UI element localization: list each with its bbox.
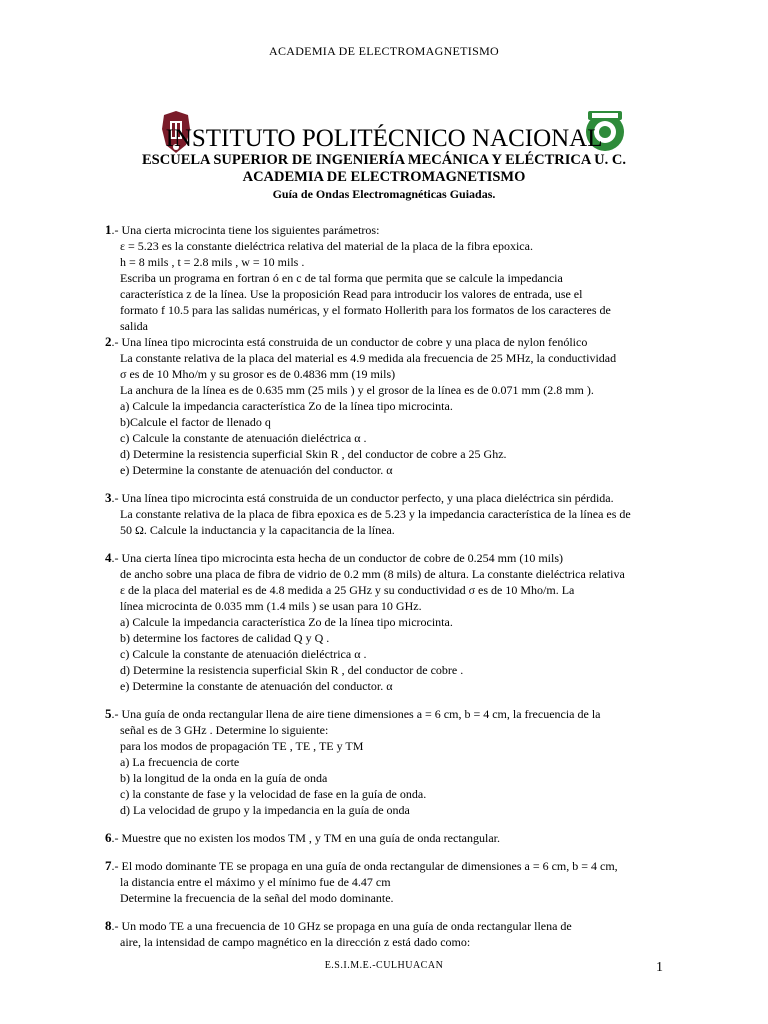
question-number: 7 xyxy=(105,858,112,873)
page-footer: E.S.I.M.E.-CULHUACAN xyxy=(324,960,444,971)
question-list xyxy=(105,222,665,950)
question-line: e) Determine la constante de atenuación del conductor. α xyxy=(120,679,393,693)
spacer xyxy=(105,906,665,918)
question-line: h = 8 mils , t = 2.8 mils , w = 10 mils . xyxy=(120,255,305,269)
question-line: La constante relativa de la placa de fibra epoxica es de 5.23 y la impedancia característica de la línea es de xyxy=(120,507,631,521)
institution-title: INSTITUTO POLITÉCNICO NACIONAL xyxy=(165,125,603,152)
question-line: .- Una línea tipo microcinta está construida de un conductor de cobre y una placa de nylon fenólico xyxy=(111,335,588,349)
question-line: de ancho sobre una placa de fibra de vidrio de 0.2 mm (8 mils) de altura. La constante dieléctrica relativa xyxy=(120,567,625,581)
question-line: σ es de 10 Mho/m y su grosor es de 0.4836 mm (19 mils) xyxy=(120,367,396,381)
question-8 xyxy=(105,918,665,950)
question-7 xyxy=(105,858,665,906)
question-line: a) La frecuencia de corte xyxy=(120,755,240,769)
question-line: .- El modo dominante TE se propaga en una guía de onda rectangular de dimensiones a = 6 cm, b = 4 cm, xyxy=(111,859,618,873)
question-line: .- Una cierta línea tipo microcinta esta hecha de un conductor de cobre de 0.254 mm (10 mils) xyxy=(111,551,564,565)
question-line: Determine la frecuencia de la señal del modo dominante. xyxy=(120,891,394,905)
question-number: 3 xyxy=(105,490,112,505)
question-line: La constante relativa de la placa del material es 4.9 medida ala frecuencia de 25 MHz, la conductividad xyxy=(120,351,617,365)
question-line: a) Calcule la impedancia característica Zo de la línea tipo microcinta. xyxy=(120,399,453,413)
question-6 xyxy=(105,830,665,846)
question-line: línea microcinta de 0.035 mm (1.4 mils ) se usan para 10 GHz. xyxy=(120,599,422,613)
question-line: d) La velocidad de grupo y la impedancia en la guía de onda xyxy=(120,803,410,817)
question-line: la distancia entre el máximo y el mínimo fue de 4.47 cm xyxy=(120,875,391,889)
question-line: aire, la intensidad de campo magnético en la dirección z está dado como: xyxy=(120,935,471,949)
question-line: .- Muestre que no existen los modos TM , y TM en una guía de onda rectangular. xyxy=(111,831,500,845)
guide-title: Guía de Ondas Electromagnéticas Guiadas. xyxy=(272,187,496,201)
spacer xyxy=(105,818,665,830)
question-number: 2 xyxy=(105,334,112,349)
question-3 xyxy=(105,490,665,538)
question-line: ε = 5.23 es la constante dieléctrica relativa del material de la placa de la fibra epoxica. xyxy=(120,239,533,253)
question-line: ε de la placa del material es de 4.8 medida a 25 GHz y su conductividad σ es de 10 Mho/m. La xyxy=(120,583,575,597)
question-number: 1 xyxy=(105,222,112,237)
spacer xyxy=(105,694,665,706)
question-line: .- Una guía de onda rectangular llena de aire tiene dimensiones a = 6 cm, b = 4 cm, la frecuencia de la xyxy=(111,707,601,721)
question-line: d) Determine la resistencia superficial Skin R , del conductor de cobre . xyxy=(120,663,464,677)
question-number: 4 xyxy=(105,550,112,565)
question-number: 5 xyxy=(105,706,112,721)
question-line: c) Calcule la constante de atenuación dieléctrica α . xyxy=(120,647,367,661)
spacer xyxy=(105,538,665,550)
question-4 xyxy=(105,550,665,694)
running-header: ACADEMIA DE ELECTROMAGNETISMO xyxy=(268,44,500,58)
school-name: ESCUELA SUPERIOR DE INGENIERÍA MECÁNICA Y ELÉCTRICA U. C. xyxy=(142,152,626,168)
question-line: Escriba un programa en fortran ó en c de tal forma que permita que se calcule la impedancia xyxy=(120,271,563,285)
question-line: La anchura de la línea es de 0.635 mm (25 mils ) y el grosor de la línea es de 0.071 mm (2.8 mm ). xyxy=(120,383,594,397)
question-2 xyxy=(105,334,665,478)
question-number: 6 xyxy=(105,830,112,845)
question-line: b)Calcule el factor de llenado q xyxy=(120,415,271,429)
spacer xyxy=(105,846,665,858)
question-line: c) Calcule la constante de atenuación dieléctrica α . xyxy=(120,431,367,445)
question-line: a) Calcule la impedancia característica Zo de la línea tipo microcinta. xyxy=(120,615,453,629)
page-number: 1 xyxy=(656,960,663,975)
question-line: .- Un modo TE a una frecuencia de 10 GHz se propaga en una guía de onda rectangular llena de xyxy=(111,919,572,933)
question-line: b) la longitud de la onda en la guía de onda xyxy=(120,771,328,785)
question-line: 50 Ω. Calcule la inductancia y la capacitancia de la línea. xyxy=(120,523,395,537)
question-line: c) la constante de fase y la velocidad de fase en la guía de onda. xyxy=(120,787,427,801)
question-line: característica z de la línea. Use la proposición Read para introducir los valores de entrada, use el xyxy=(120,287,583,301)
question-line: .- Una línea tipo microcinta está construida de un conductor perfecto, y una placa dieléctrica sin pérdida. xyxy=(111,491,614,505)
question-line: señal es de 3 GHz . Determine lo siguiente: xyxy=(120,723,329,737)
question-line: formato f 10.5 para las salidas numéricas, y el formato Hollerith para los formatos de los caracteres de xyxy=(120,303,611,317)
question-line: b) determine los factores de calidad Q y Q . xyxy=(120,631,330,645)
question-line: e) Determine la constante de atenuación del conductor. α xyxy=(120,463,393,477)
question-1 xyxy=(105,222,665,334)
question-5 xyxy=(105,706,665,818)
question-line: salida xyxy=(120,319,148,333)
question-number: 8 xyxy=(105,918,112,933)
academy-name: ACADEMIA DE ELECTROMAGNETISMO xyxy=(242,169,526,185)
question-line: .- Una cierta microcinta tiene los siguientes parámetros: xyxy=(111,223,380,237)
question-line: para los modos de propagación TE , TE , TE y TM xyxy=(120,739,364,753)
spacer xyxy=(105,478,665,490)
question-line: d) Determine la resistencia superficial Skin R , del conductor de cobre a 25 Ghz. xyxy=(120,447,507,461)
